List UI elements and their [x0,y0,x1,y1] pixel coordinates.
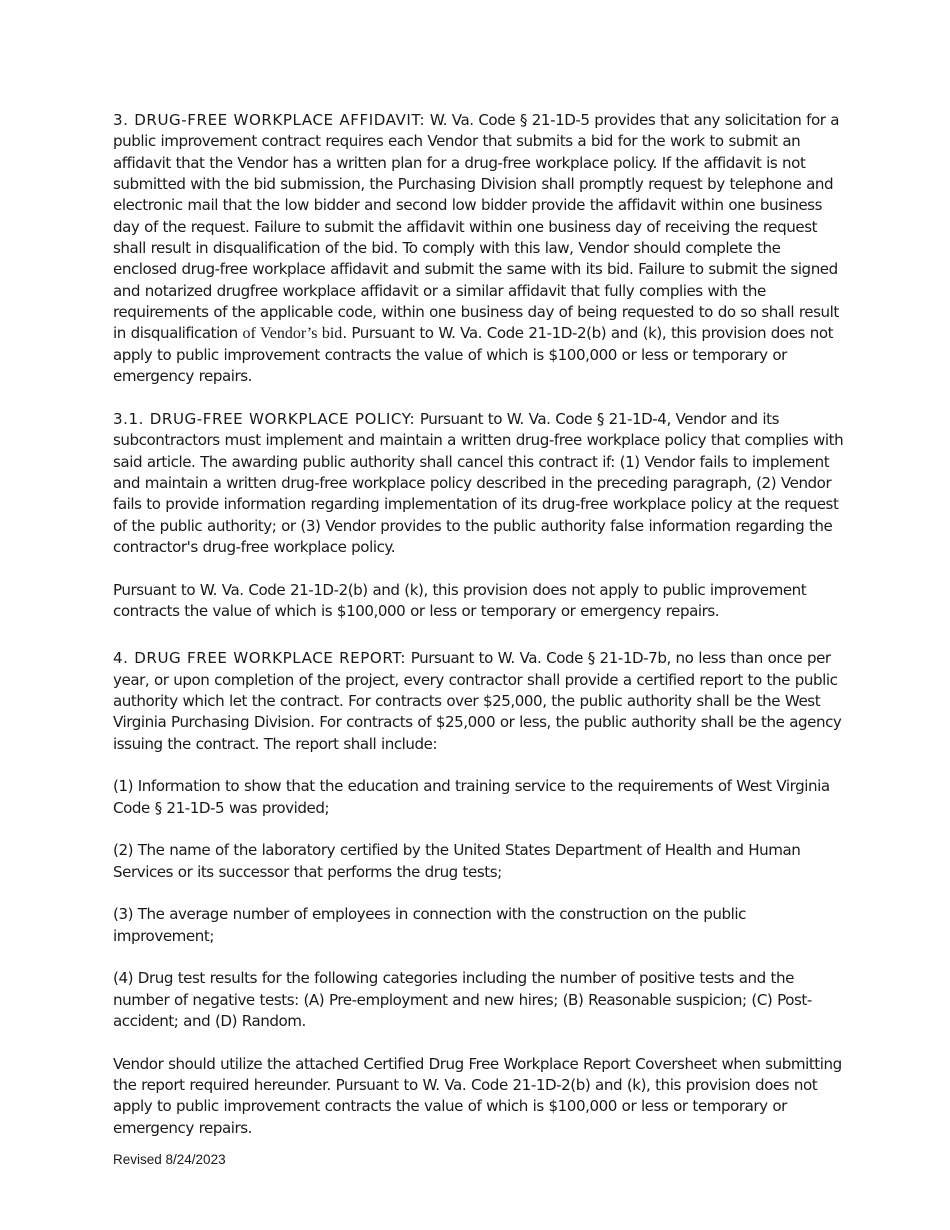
closing-paragraph: Vendor should utilize the attached Certified Drug Free Workplace Report Coversheet when submitting the report required hereunder. Pursuant to W. Va. Code 21-1D-2(b) and (k), this provision does not apply to public improvement contracts the value of which is $100,000 or less or temporary or emergency repairs. [113,1054,842,1137]
report-item-4: (4) Drug test results for the following categories including the number of positive tests and the number of negative tests: (A) Pre-employment and new hires; (B) Reasonable suspicion; (C) Post-accident; and (D) Random. [113,969,812,1031]
section-3-1-paragraph [113,409,845,558]
spacer [113,558,845,579]
report-item-2: (2) The name of the laboratory certified by the United States Department of Health and Human Services or its successor that performs the drug tests; [113,841,801,881]
report-item-3: (3) The average number of employees in connection with the construction on the public improvement; [113,905,746,945]
spacer [113,622,845,648]
spacer [113,883,845,904]
section-3-heading: 3. DRUG-FREE WORKPLACE AFFIDAVIT: [113,111,426,129]
section-4-heading: 4. DRUG FREE WORKPLACE REPORT: [113,649,407,668]
section-3-1-text: Pursuant to W. Va. Code § 21-1D-4, Vendor and its subcontractors must implement and maintain a written drug-free workplace policy that complies with said article. The awarding public authority shall cancel this contract if: (1) Vendor fails to implement and maintain a written drug-free workplace policy described in the preceding paragraph, (2) Vendor fails to provide information regarding implementation of its drug-free workplace policy at the request of the public authority; or (3) Vendor provides to the public authority false information regarding the contractor's drug-free workplace policy. [113,409,844,556]
spacer [113,819,845,840]
spacer [113,947,845,968]
document-body [113,110,845,1139]
section-3-1-heading: 3.1. DRUG-FREE WORKPLACE POLICY: [113,409,416,428]
spacer [113,1032,845,1053]
section-4-text: Pursuant to W. Va. Code § 21-1D-7b, no less than once per year, or upon completion of the project, every contractor shall provide a certified report to the public authority which let the contract. For contracts over $25,000, the public authority shall be the West Virginia Purchasing Division. For contracts of $25,000 or less, the public authority shall be the agency issuing the contract. The report shall include: [113,649,842,753]
section-3-text-b: . Pursuant to W. Va. Code 21-1D-2(b) and (k), this provision does not apply to public improvement contracts the value of which is $100,000 or less or temporary or emergency repairs. [113,324,834,386]
section-3-1-note: Pursuant to W. Va. Code 21-1D-2(b) and (k), this provision does not apply to public improvement contracts the value of which is $100,000 or less or temporary or emergency repairs. [113,580,807,620]
report-item-1: (1) Information to show that the education and training service to the requirements of West Virginia Code § 21-1D-5 was provided; [113,777,830,817]
section-3-text-a: W. Va. Code § 21-1D-5 provides that any solicitation for a public improvement contract requires each Vendor that submits a bid for the work to submit an affidavit that the Vendor has a written plan for a drug-free workplace policy. If the affidavit is not submitted with the bid submission, the Purchasing Division shall promptly request by telephone and electronic mail that the low bidder and second low bidder provide the affidavit within one business day of the request. Failure to submit the affidavit within one business day of receiving the request shall result in disqualification of the bid. To comply with this law, Vendor should complete the enclosed drug-free workplace affidavit and submit the same with its bid. Failure to submit the signed and notarized drugfree workplace affidavit or a similar affidavit that fully complies with the requirements of the applicable code, within one business day of being requested to do so shall result in disqualification [113,111,840,343]
section-4-paragraph [113,648,845,755]
section-3-text-serif: of Vendor’s bid [242,325,343,343]
revised-date: Revised 8/24/2023 [113,1152,226,1167]
section-3-paragraph [113,110,845,387]
spacer [113,755,845,776]
spacer [113,387,845,408]
